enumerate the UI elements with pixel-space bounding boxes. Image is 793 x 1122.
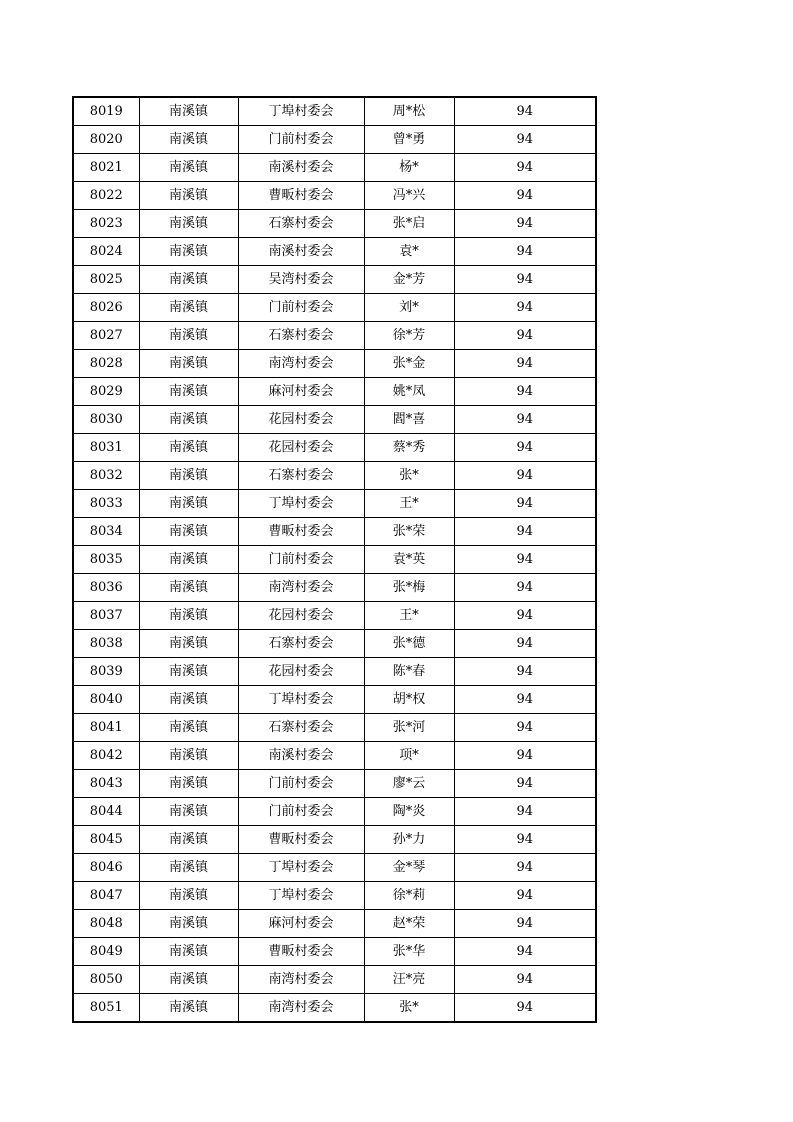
town-cell: 南溪镇 xyxy=(139,266,238,294)
table-row xyxy=(73,826,596,854)
name-cell: 陈*春 xyxy=(364,658,454,686)
table-row xyxy=(73,434,596,462)
score-cell: 94 xyxy=(454,238,596,266)
row-id-cell: 8035 xyxy=(73,546,139,574)
town-cell: 南溪镇 xyxy=(139,238,238,266)
town-cell: 南溪镇 xyxy=(139,294,238,322)
score-cell: 94 xyxy=(454,798,596,826)
name-cell: 张*河 xyxy=(364,714,454,742)
row-id-cell: 8034 xyxy=(73,518,139,546)
town-cell: 南溪镇 xyxy=(139,434,238,462)
name-cell: 徐*莉 xyxy=(364,882,454,910)
row-id-cell: 8022 xyxy=(73,182,139,210)
village-cell: 丁埠村委会 xyxy=(238,882,364,910)
name-cell: 张*德 xyxy=(364,630,454,658)
village-cell: 南湾村委会 xyxy=(238,574,364,602)
row-id-cell: 8043 xyxy=(73,770,139,798)
village-cell: 花园村委会 xyxy=(238,406,364,434)
town-cell: 南溪镇 xyxy=(139,210,238,238)
table-row xyxy=(73,602,596,630)
name-cell: 蔡*秀 xyxy=(364,434,454,462)
town-cell: 南溪镇 xyxy=(139,798,238,826)
table-row xyxy=(73,854,596,882)
village-cell: 门前村委会 xyxy=(238,126,364,154)
name-cell: 胡*权 xyxy=(364,686,454,714)
table-row xyxy=(73,742,596,770)
village-cell: 麻河村委会 xyxy=(238,378,364,406)
village-cell: 门前村委会 xyxy=(238,546,364,574)
name-cell: 项* xyxy=(364,742,454,770)
name-cell: 孙*力 xyxy=(364,826,454,854)
score-cell: 94 xyxy=(454,854,596,882)
roster-table-body xyxy=(73,97,596,1022)
score-cell: 94 xyxy=(454,994,596,1023)
town-cell: 南溪镇 xyxy=(139,742,238,770)
table-row xyxy=(73,910,596,938)
row-id-cell: 8031 xyxy=(73,434,139,462)
name-cell: 赵*荣 xyxy=(364,910,454,938)
score-cell: 94 xyxy=(454,518,596,546)
score-cell: 94 xyxy=(454,546,596,574)
score-cell: 94 xyxy=(454,882,596,910)
table-row xyxy=(73,630,596,658)
village-cell: 吴湾村委会 xyxy=(238,266,364,294)
table-row xyxy=(73,770,596,798)
table-row xyxy=(73,182,596,210)
town-cell: 南溪镇 xyxy=(139,126,238,154)
village-cell: 麻河村委会 xyxy=(238,910,364,938)
score-cell: 94 xyxy=(454,294,596,322)
village-cell: 花园村委会 xyxy=(238,602,364,630)
name-cell: 姚*凤 xyxy=(364,378,454,406)
table-row xyxy=(73,686,596,714)
village-cell: 曹畈村委会 xyxy=(238,938,364,966)
village-cell: 门前村委会 xyxy=(238,294,364,322)
score-cell: 94 xyxy=(454,406,596,434)
row-id-cell: 8049 xyxy=(73,938,139,966)
row-id-cell: 8025 xyxy=(73,266,139,294)
score-cell: 94 xyxy=(454,686,596,714)
village-cell: 曹畈村委会 xyxy=(238,182,364,210)
table-row xyxy=(73,994,596,1023)
table-row xyxy=(73,126,596,154)
score-cell: 94 xyxy=(454,966,596,994)
score-cell: 94 xyxy=(454,490,596,518)
row-id-cell: 8047 xyxy=(73,882,139,910)
village-cell: 石寨村委会 xyxy=(238,322,364,350)
table-row xyxy=(73,350,596,378)
town-cell: 南溪镇 xyxy=(139,378,238,406)
village-cell: 门前村委会 xyxy=(238,798,364,826)
village-cell: 南溪村委会 xyxy=(238,154,364,182)
town-cell: 南溪镇 xyxy=(139,97,238,126)
table-row xyxy=(73,97,596,126)
name-cell: 张*金 xyxy=(364,350,454,378)
row-id-cell: 8030 xyxy=(73,406,139,434)
score-cell: 94 xyxy=(454,378,596,406)
town-cell: 南溪镇 xyxy=(139,602,238,630)
score-cell: 94 xyxy=(454,770,596,798)
row-id-cell: 8028 xyxy=(73,350,139,378)
town-cell: 南溪镇 xyxy=(139,182,238,210)
name-cell: 曾*勇 xyxy=(364,126,454,154)
village-cell: 石寨村委会 xyxy=(238,210,364,238)
town-cell: 南溪镇 xyxy=(139,574,238,602)
score-cell: 94 xyxy=(454,602,596,630)
score-cell: 94 xyxy=(454,154,596,182)
row-id-cell: 8032 xyxy=(73,462,139,490)
score-cell: 94 xyxy=(454,938,596,966)
village-cell: 花园村委会 xyxy=(238,434,364,462)
score-cell: 94 xyxy=(454,210,596,238)
name-cell: 汪*亮 xyxy=(364,966,454,994)
name-cell: 张* xyxy=(364,462,454,490)
village-cell: 石寨村委会 xyxy=(238,630,364,658)
village-cell: 丁埠村委会 xyxy=(238,490,364,518)
row-id-cell: 8045 xyxy=(73,826,139,854)
table-row xyxy=(73,546,596,574)
name-cell: 张*荣 xyxy=(364,518,454,546)
table-row xyxy=(73,966,596,994)
name-cell: 杨* xyxy=(364,154,454,182)
table-row xyxy=(73,238,596,266)
score-cell: 94 xyxy=(454,910,596,938)
village-cell: 门前村委会 xyxy=(238,770,364,798)
name-cell: 金*芳 xyxy=(364,266,454,294)
row-id-cell: 8050 xyxy=(73,966,139,994)
town-cell: 南溪镇 xyxy=(139,322,238,350)
name-cell: 徐*芳 xyxy=(364,322,454,350)
score-cell: 94 xyxy=(454,434,596,462)
name-cell: 廖*云 xyxy=(364,770,454,798)
town-cell: 南溪镇 xyxy=(139,770,238,798)
town-cell: 南溪镇 xyxy=(139,630,238,658)
town-cell: 南溪镇 xyxy=(139,462,238,490)
row-id-cell: 8020 xyxy=(73,126,139,154)
score-cell: 94 xyxy=(454,126,596,154)
table-row xyxy=(73,798,596,826)
town-cell: 南溪镇 xyxy=(139,490,238,518)
name-cell: 袁* xyxy=(364,238,454,266)
village-cell: 曹畈村委会 xyxy=(238,826,364,854)
row-id-cell: 8037 xyxy=(73,602,139,630)
row-id-cell: 8036 xyxy=(73,574,139,602)
score-cell: 94 xyxy=(454,97,596,126)
village-cell: 南溪村委会 xyxy=(238,238,364,266)
row-id-cell: 8038 xyxy=(73,630,139,658)
row-id-cell: 8042 xyxy=(73,742,139,770)
table-row xyxy=(73,406,596,434)
score-cell: 94 xyxy=(454,826,596,854)
row-id-cell: 8040 xyxy=(73,686,139,714)
row-id-cell: 8051 xyxy=(73,994,139,1023)
name-cell: 陶*炎 xyxy=(364,798,454,826)
town-cell: 南溪镇 xyxy=(139,350,238,378)
table-row xyxy=(73,490,596,518)
row-id-cell: 8044 xyxy=(73,798,139,826)
score-cell: 94 xyxy=(454,266,596,294)
town-cell: 南溪镇 xyxy=(139,910,238,938)
town-cell: 南溪镇 xyxy=(139,686,238,714)
row-id-cell: 8023 xyxy=(73,210,139,238)
score-cell: 94 xyxy=(454,630,596,658)
town-cell: 南溪镇 xyxy=(139,546,238,574)
town-cell: 南溪镇 xyxy=(139,714,238,742)
name-cell: 张*启 xyxy=(364,210,454,238)
village-cell: 南湾村委会 xyxy=(238,994,364,1023)
name-cell: 閻*喜 xyxy=(364,406,454,434)
row-id-cell: 8048 xyxy=(73,910,139,938)
row-id-cell: 8021 xyxy=(73,154,139,182)
table-row xyxy=(73,294,596,322)
row-id-cell: 8026 xyxy=(73,294,139,322)
village-cell: 南溪村委会 xyxy=(238,742,364,770)
score-cell: 94 xyxy=(454,462,596,490)
village-cell: 南湾村委会 xyxy=(238,966,364,994)
town-cell: 南溪镇 xyxy=(139,518,238,546)
town-cell: 南溪镇 xyxy=(139,938,238,966)
town-cell: 南溪镇 xyxy=(139,854,238,882)
roster-table xyxy=(72,96,597,1023)
table-row xyxy=(73,882,596,910)
table-row xyxy=(73,938,596,966)
name-cell: 王* xyxy=(364,490,454,518)
row-id-cell: 8039 xyxy=(73,658,139,686)
village-cell: 丁埠村委会 xyxy=(238,97,364,126)
town-cell: 南溪镇 xyxy=(139,658,238,686)
town-cell: 南溪镇 xyxy=(139,966,238,994)
village-cell: 花园村委会 xyxy=(238,658,364,686)
name-cell: 张*梅 xyxy=(364,574,454,602)
table-row xyxy=(73,266,596,294)
score-cell: 94 xyxy=(454,322,596,350)
score-cell: 94 xyxy=(454,350,596,378)
row-id-cell: 8019 xyxy=(73,97,139,126)
table-row xyxy=(73,154,596,182)
name-cell: 金*琴 xyxy=(364,854,454,882)
name-cell: 袁*英 xyxy=(364,546,454,574)
village-cell: 曹畈村委会 xyxy=(238,518,364,546)
town-cell: 南溪镇 xyxy=(139,994,238,1023)
table-row xyxy=(73,574,596,602)
score-cell: 94 xyxy=(454,574,596,602)
table-row xyxy=(73,462,596,490)
name-cell: 冯*兴 xyxy=(364,182,454,210)
score-cell: 94 xyxy=(454,714,596,742)
row-id-cell: 8046 xyxy=(73,854,139,882)
village-cell: 石寨村委会 xyxy=(238,714,364,742)
village-cell: 丁埠村委会 xyxy=(238,686,364,714)
score-cell: 94 xyxy=(454,742,596,770)
village-cell: 丁埠村委会 xyxy=(238,854,364,882)
row-id-cell: 8033 xyxy=(73,490,139,518)
row-id-cell: 8029 xyxy=(73,378,139,406)
table-row xyxy=(73,210,596,238)
village-cell: 石寨村委会 xyxy=(238,462,364,490)
name-cell: 张*华 xyxy=(364,938,454,966)
row-id-cell: 8024 xyxy=(73,238,139,266)
row-id-cell: 8027 xyxy=(73,322,139,350)
village-cell: 南湾村委会 xyxy=(238,350,364,378)
table-row xyxy=(73,322,596,350)
name-cell: 王* xyxy=(364,602,454,630)
table-row xyxy=(73,714,596,742)
name-cell: 刘* xyxy=(364,294,454,322)
name-cell: 张* xyxy=(364,994,454,1023)
table-row xyxy=(73,378,596,406)
town-cell: 南溪镇 xyxy=(139,406,238,434)
score-cell: 94 xyxy=(454,658,596,686)
table-row xyxy=(73,518,596,546)
row-id-cell: 8041 xyxy=(73,714,139,742)
score-cell: 94 xyxy=(454,182,596,210)
town-cell: 南溪镇 xyxy=(139,826,238,854)
town-cell: 南溪镇 xyxy=(139,154,238,182)
table-row xyxy=(73,658,596,686)
town-cell: 南溪镇 xyxy=(139,882,238,910)
name-cell: 周*松 xyxy=(364,97,454,126)
